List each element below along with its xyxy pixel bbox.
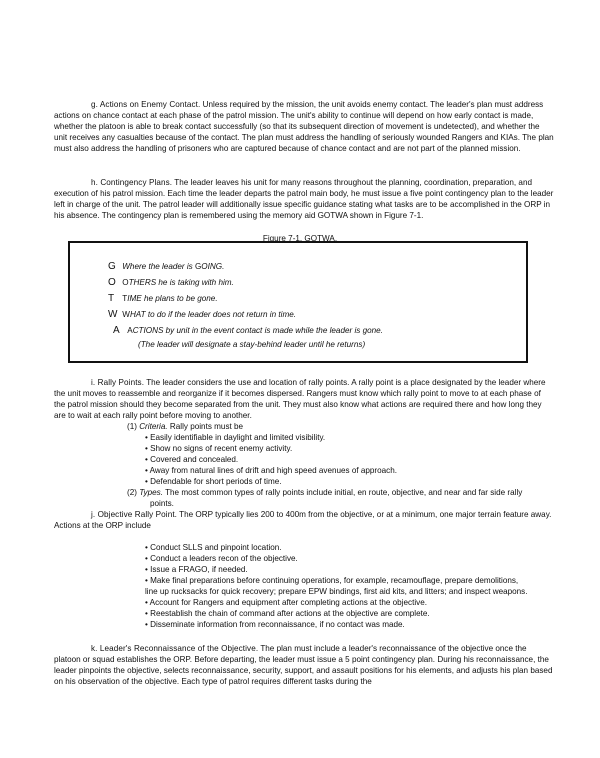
- list-item: • Reestablish the chain of command after actions at the objective are complete.: [145, 609, 430, 618]
- gotwa-letter: A: [113, 325, 120, 336]
- paragraph-actions-on-enemy-contact: [54, 99, 554, 154]
- list-item-continued: line up rucksacks for quick recovery; prepare EPW bindings, first aid kits, and litters; and inspect weapons.: [145, 587, 528, 596]
- list-item: • Defendable for short periods of time.: [145, 477, 282, 486]
- list-item: • Account for Rangers and equipment after completing actions at the objective.: [145, 598, 427, 607]
- paragraph-rally-points: [54, 377, 554, 421]
- paragraph-term: h. Contingency Plans.: [91, 178, 173, 187]
- list-item: • Issue a FRAGO, if needed.: [145, 565, 248, 574]
- paragraph-term: j. Objective Rally Point.: [91, 510, 178, 519]
- gotwa-note: (The leader will designate a stay-behind leader until he returns): [138, 340, 366, 349]
- list-item: • Conduct a leaders recon of the objective.: [145, 554, 298, 563]
- gotwa-row-t: T TIME he plans to be gone.: [108, 293, 218, 304]
- paragraph-objective-rally-point: [54, 509, 554, 531]
- gotwa-row-g: G Where the leader is GOING.: [108, 261, 225, 272]
- gotwa-letter: O: [108, 277, 116, 288]
- list-item: • Show no signs of recent enemy activity.: [145, 444, 293, 453]
- gotwa-row-a: A ACTIONS by unit in the event contact is made while the leader is gone.: [113, 325, 383, 336]
- types-line-continued: points.: [150, 499, 174, 508]
- list-item: • Away from natural lines of drift and high speed avenues of approach.: [145, 466, 398, 475]
- list-item: • Disseminate information from reconnaissance, if no contact was made.: [145, 620, 405, 629]
- paragraph-leaders-reconnaissance: [54, 643, 554, 687]
- gotwa-letter: T: [108, 293, 115, 304]
- figure-caption: Figure 7-1. GOTWA.: [262, 234, 338, 243]
- list-item: • Conduct SLLS and pinpoint location.: [145, 543, 282, 552]
- types-line: (2) Types. The most common types of rally points include initial, en route, objective, and near and far side rally: [127, 488, 523, 497]
- paragraph-text: Unless required by the mission, the unit avoids enemy contact. The leader's plan must address actions on chance contact at each phase of the patrol mission. The unit's ability to continue will depend on how early contact is made, whether the platoon is able to break contact successfully (so that its subsequent direction of movement is undetected), and whether the unit receives any casualties because of the contact. The plan must address the handling of seriously wounded Rangers and KIAs. The plan must also address the handling of prisoners who are captured because of chance contact and are not part of the planned mission.: [54, 100, 554, 154]
- paragraph-term: k. Leader's Reconnaissance of the Objective.: [91, 644, 259, 653]
- list-item: • Make final preparations before continuing operations, for example, recamouflage, prepare demolitions,: [145, 576, 519, 585]
- paragraph-text: The plan must include a leader's reconnaissance of the objective once the platoon or squad establishes the ORP. Before departing, the leader must issue a 5 point contingency plan. During his reconnaissance, the leader pinpoints the objective, selects reconnaissance, security, support, and assault positions for his elements, and adjusts his plan based on his observation of the objective. Each type of patrol requires different tasks during the: [54, 644, 553, 687]
- paragraph-term: i. Rally Points.: [91, 378, 145, 387]
- paragraph-text: The ORP typically lies 200 to 400m from the objective, or at a minimum, one major terrain feature away. Actions at the ORP include: [54, 510, 552, 531]
- gotwa-letter: W: [108, 309, 118, 320]
- gotwa-row-w: W WHAT to do if the leader does not return in time.: [108, 309, 296, 320]
- gotwa-row-o: O OTHERS he is taking with him.: [108, 277, 234, 288]
- paragraph-term: g. Actions on Enemy Contact.: [91, 100, 201, 109]
- criteria-line: (1) Criteria. Rally points must be: [127, 422, 244, 431]
- paragraph-text: The leader leaves his unit for many reasons throughout the planning, coordination, preparation, and execution of his patrol mission. Each time the leader departs the patrol main body, he must issue a five point contingency plan to the leader left in charge of the unit. The patrol leader will additionally issue specific guidance stating what tasks are to be accomplished in the ORP in his absence. The contingency plan is remembered using the memory aid GOTWA shown in Figure 7-1.: [54, 178, 554, 221]
- list-item: • Easily identifiable in daylight and limited visibility.: [145, 433, 326, 442]
- paragraph-text: The leader considers the use and location of rally points. A rally point is a place designated by the leader where the unit moves to reassemble and reorganize if it becomes dispersed. Rangers must know which rally point to move to at each phase of the patrol mission should they become separated from the unit. They must also know what actions are required there and how long they are to wait at each rally point before moving to another.: [54, 378, 546, 421]
- list-item: • Covered and concealed.: [145, 455, 239, 464]
- paragraph-contingency-plans: [54, 177, 554, 221]
- gotwa-letter: G: [108, 261, 116, 272]
